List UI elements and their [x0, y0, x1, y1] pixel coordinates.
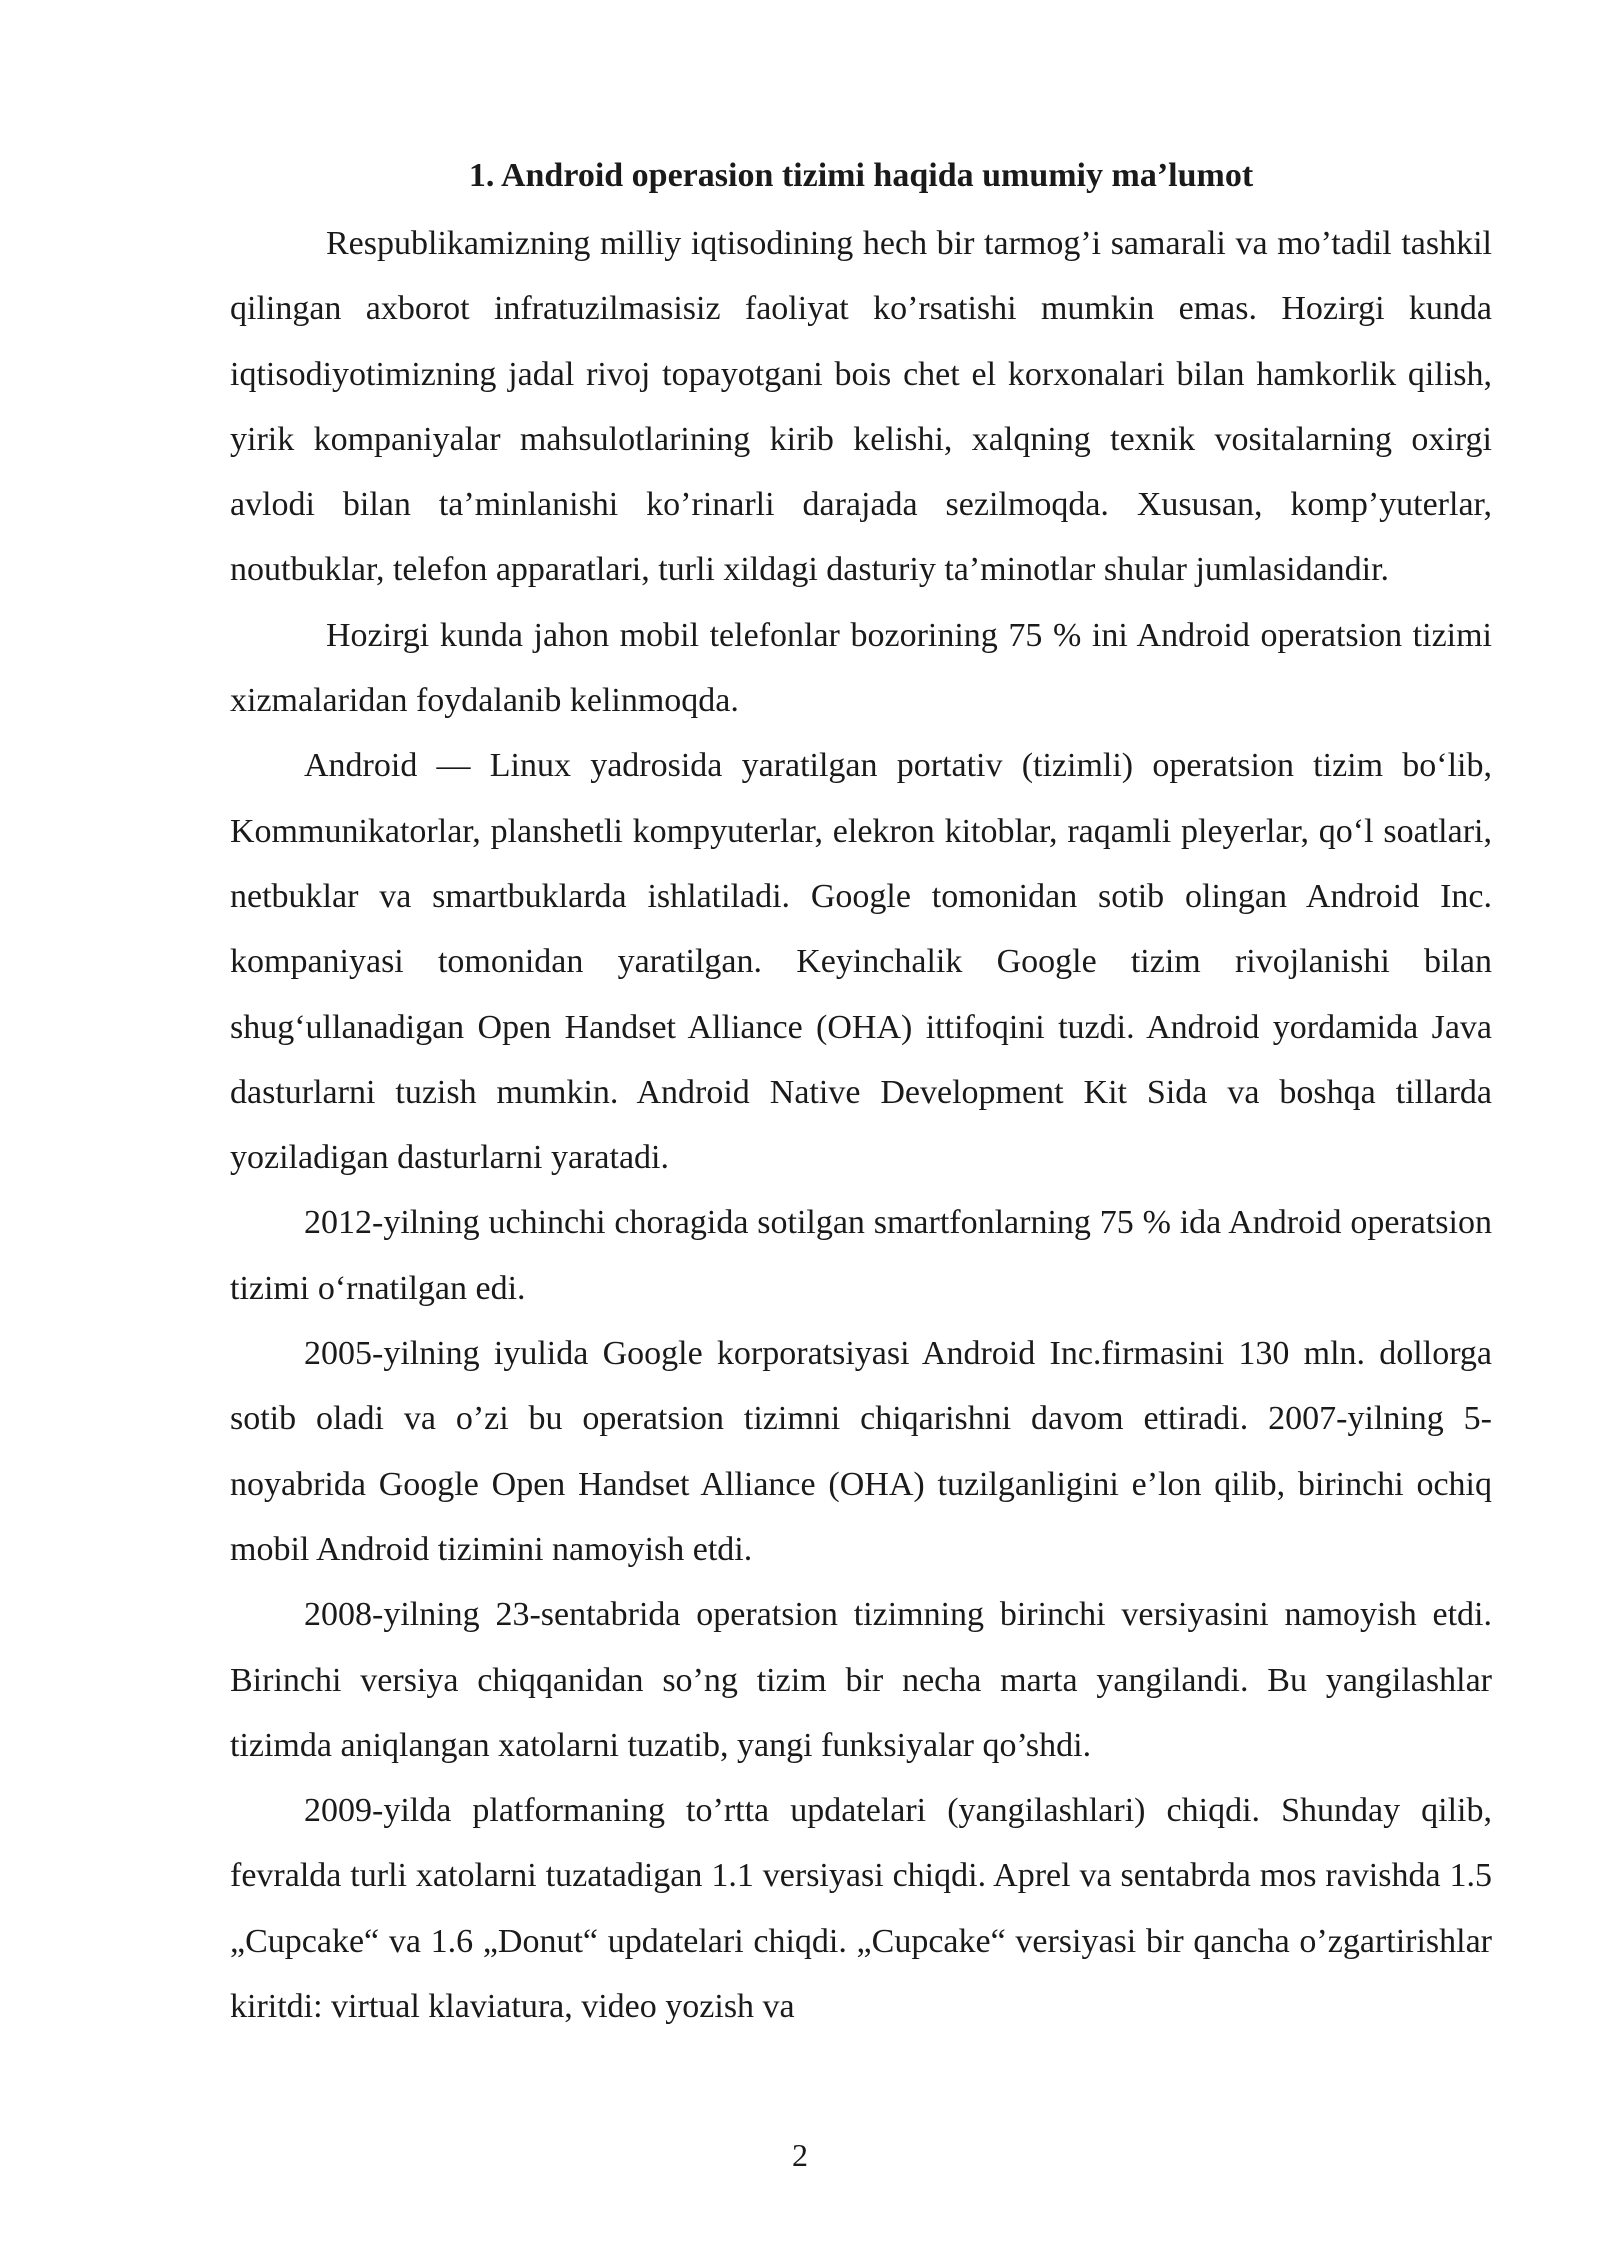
paragraph-2009-updates: 2009-yilda platformaning to’rtta updatelari (yangilashlari) chiqdi. Shunday qilib, fevralda turli xatolarni tuzatadigan 1.1 versiyasi chiqdi. Aprel va sentabrda mos ravishda 1.5 „Cupcake“ va 1.6 „Donut“ updatelari chiqdi. „Cupcake“ versiyasi bir qancha o’zgartirishlar kiritdi: virtual klaviatura, video yozish va [230, 1792, 1492, 2026]
page-number: 2 [792, 2137, 808, 2173]
paragraph-2012-smartphones: 2012-yilning uchinchi choragida sotilgan smartfonlarning 75 % ida Android operatsion tizimi o‘rnatilgan edi. [230, 1204, 1492, 1307]
paragraph-2005-acquisition: 2005-yilning iyulida Google korporatsiyasi Android Inc.firmasini 130 mln. dollorga sotib oladi va o’zi bu operatsion tizimni chiqarishni davom ettiradi. 2007-yilning 5-noyabrida Google Open Handset Alliance (OHA) tuzilganligini e’lon qilib, birinchi ochiq mobil Android tizimini namoyish etdi. [230, 1335, 1492, 1568]
paragraph-market-share: Hozirgi kunda jahon mobil telefonlar bozorining 75 % ini Android operatsion tizimi xizmalaridan foydalanib kelinmoqda. [230, 616, 1492, 720]
section-title: 1. Android operasion tizimi haqida umumiy ma’lumot [468, 157, 1254, 194]
paragraph-2008-first-version: 2008-yilning 23-sentabrida operatsion tizimning birinchi versiyasini namoyish etdi. Birinchi versiya chiqqanidan so’ng tizim bir necha marta yangilandi. Bu yangilashlar tizimda aniqlangan xatolarni tuzatib, yangi funksiyalar qo’shdi. [230, 1596, 1492, 1764]
paragraph-infrastructure: Respublikamizning milliy iqtisodining hech bir tarmog’i samarali va mo’tadil tashkil qilingan axborot infratuzilmasisiz faoliyat ko’rsatishi mumkin emas. Hozirgi kunda iqtisodiyotimizning jadal rivoj topayotgani bois chet el korxonalari bilan hamkorlik qilish, yirik kompaniyalar mahsulotlarining kirib kelishi, xalqning texnik vositalarning oxirgi avlodi bilan ta’minlanishi ko’rinarli darajada sezilmoqda. Xususan, komp’yuterlar, noutbuklar, telefon apparatlari, turli xildagi dasturiy ta’minotlar shular jumlasidandir. [230, 225, 1492, 589]
paragraph-android-definition: Android — Linux yadrosida yaratilgan portativ (tizimli) operatsion tizim bo‘lib, Kommunikatorlar, planshetli kompyuterlar, elekron kitoblar, raqamli pleyerlar, qo‘l soatlari, netbuklar va smartbuklarda ishlatiladi. Google tomonidan sotib olingan Android Inc. kompaniyasi tomonidan yaratilgan. Keyinchalik Google tizim rivojlanishi bilan shug‘ullanadigan Open Handset Alliance (OHA) ittifoqini tuzdi. Android yordamida Java dasturlarni tuzish mumkin. Android Native Development Kit Sida va boshqa tillarda yoziladigan dasturlarni yaratadi. [230, 747, 1492, 1177]
document-page [230, 148, 1492, 2039]
